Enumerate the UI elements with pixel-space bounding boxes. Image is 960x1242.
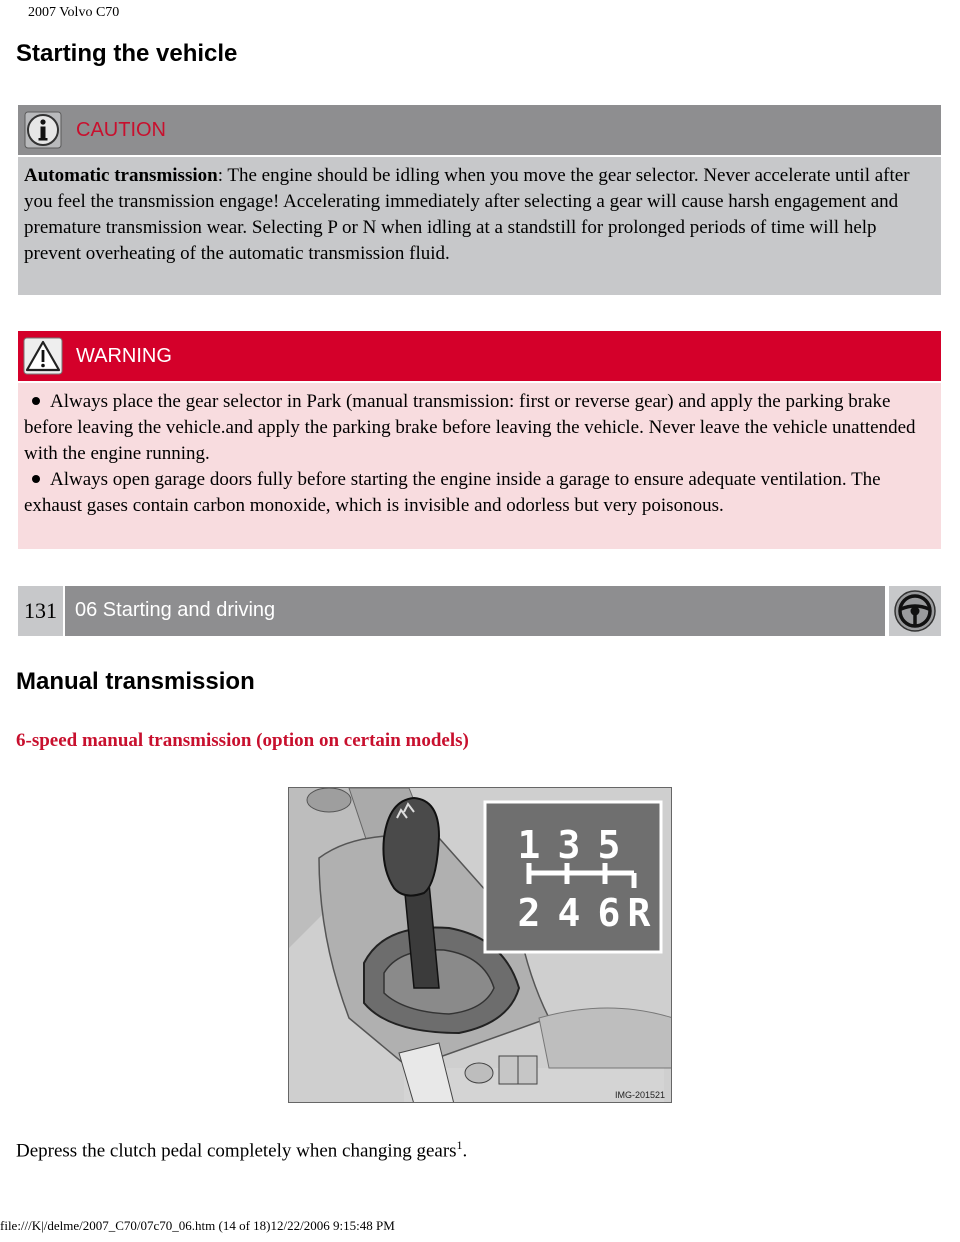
section-title: Manual transmission: [16, 668, 255, 695]
document-header: 2007 Volvo C70: [28, 5, 120, 20]
warning-box: [18, 331, 941, 549]
caution-box: [18, 105, 941, 295]
subsection-title: 6-speed manual transmission (option on certain models): [16, 730, 469, 751]
bullet-icon: [32, 397, 40, 405]
caution-bold-lead: Automatic transmission: [24, 165, 218, 186]
info-icon: [22, 110, 64, 150]
page-title: Starting the vehicle: [16, 40, 238, 67]
gear-label: 6: [597, 891, 621, 935]
warning-item: Always open garage doors fully before starting the engine inside a garage to ensure adequate ventilation. The exhaust gases contain carbon monoxide, which is invisible and odorless but very poisonous.: [24, 469, 881, 516]
file-path-footer: file:///K|/delme/2007_C70/07c70_06.htm (14 of 18)12/22/2006 9:15:48 PM: [0, 1218, 395, 1233]
gear-label: 3: [557, 823, 581, 867]
gear-shift-figure: [288, 787, 672, 1103]
chapter-bar: [18, 586, 941, 636]
gear-label: 5: [597, 823, 621, 867]
caption-text: Depress the clutch pedal completely when changing gears$^1$.: [16, 1138, 468, 1162]
warning-label: WARNING: [76, 344, 172, 367]
caution-header: [18, 105, 941, 155]
footnote-marker[interactable]: 1: [456, 1138, 463, 1152]
caution-body: [18, 157, 941, 295]
warning-item: Always place the gear selector in Park (manual transmission: first or reverse gear) and apply the parking brake before leaving the vehicle.and apply the parking brake before leaving the vehicle. Never leave the vehicle unattended with the engine running.: [24, 391, 916, 464]
gear-label: 1: [517, 823, 541, 867]
gear-label: R: [627, 891, 651, 935]
warning-header: [18, 331, 941, 381]
caution-label: CAUTION: [76, 118, 166, 141]
bullet-icon: [32, 475, 40, 483]
warning-body: [18, 383, 941, 549]
chapter-title[interactable]: 06 Starting and driving: [65, 586, 885, 636]
caution-text: : The engine should be idling when you move the gear selector. Never accelerate until after you feel the transmission engage! Accelerating immediately after selecting a gear will cause harsh engagement and premature transmission wear. Selecting P or N when idling at a standstill for prolonged periods of time will help prevent overheating of the automatic transmission fluid.: [24, 165, 910, 264]
warning-triangle-icon: [22, 336, 64, 376]
steering-wheel-icon: [889, 586, 941, 636]
page-number: 131: [18, 586, 63, 636]
gear-label: 4: [557, 891, 581, 935]
image-code: IMG-201521: [614, 1090, 665, 1100]
gear-label: 2: [517, 891, 541, 935]
